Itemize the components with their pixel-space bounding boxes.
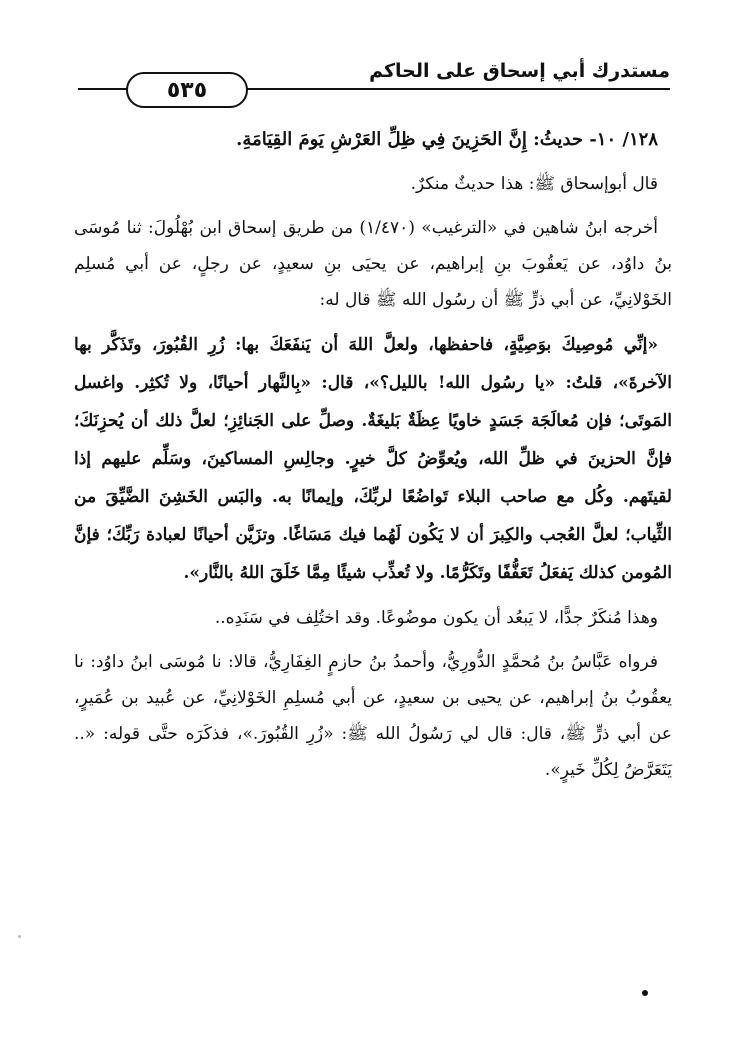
chain-variant-paragraph: فرواه عَبَّاسُ بنُ مُحمَّدٍ الدُّورِيُّ، وأحمدُ بنُ حازمٍ الغِفَارِيُّ، قالا: نا مُوسَى ابنُ داوُد: نا يعقُوبُ بنُ إبراهيم، عن يحيى بن سعيدٍ، عن أبي مُسلِمِ الخَوْلانِيِّ، عن عُبيد بن عُمَيرٍ، عن أبي ذرٍّ ﷺ، قال: قال لي رَسُولُ الله ﷺ: «زُرِ القُبُورَ.»، فذكَرَه حتَّى قوله: «.. يَتَعَرَّضُ لِكُلِّ خَيرٍ». [74, 652, 672, 780]
page-number: ٥٣٥ [166, 77, 208, 103]
page-number-frame [126, 72, 248, 108]
hadith-text: «إنِّي مُوصِيكَ بوَصِيَّةٍ، فاحفظها، ولعلَّ اللهَ أن يَنفَعَكَ بها: زُرِ القُبُورَ، وتَذَكَّر بها الآخرةَ»، قلتُ: «يا رسُول الله! بالليل؟»، قال: «بِالنَّهار أحيانًا، ولا تُكثِر. واغسل المَوتَى؛ فإن مُعالَجَة جَسَدٍ خاويًا عِظَةٌ بَليغَةٌ. وصلِّ على الجَنائِزِ؛ لعلَّ ذلك أن يُحزِنَكَ؛ فإنَّ الحزينَ في ظلِّ الله، ويُعوِّضُ كلَّ خيرٍ. وجالِسِ المساكينَ، وسَلِّم عليهم إذا لقيتَهم. وكُل مع صاحب البلاء تَواضُعًا لربِّكَ، وإيمانًا به. والبَس الخَشِنَ الضَّيِّقَ من الثِّياب؛ لعلَّ العُجب والكِبرَ أن لا يَكُون لَهُما فيك مَسَاغًا. وتزَيَّن أحيانًا لعبادة رَبِّكَ؛ فإنَّ المُومن كذلك يَفعَلُ تَعَفُّفًا وتَكَرُّمًا. ولا تُعذِّب شيئًا مِمَّا خَلَقَ اللهُ بالنَّار». [74, 335, 672, 583]
grading-paragraph: وهذا مُنكَرٌ جدًّا، لا يَبعُد أن يكون موضُوعًا. وقد اختُلِف في سَنَدِه.. [214, 608, 658, 628]
end-bullet [642, 990, 648, 996]
margin-speck [18, 935, 21, 938]
takhrij-paragraph: أخرجه ابنُ شاهين في «الترغيب» (١/٤٧٠) من طريق إسحاق ابن بُهْلُولَ: ثنا مُوسَى بنُ داوُد، عن يَعقُوبَ بنِ إبراهيم، عن يحيَى بنِ سعيدٍ، عن رجلٍ، عن أبي مُسلِم الخَوْلانِيِّ، عن أبي ذرٍّ ﷺ أن رسُول الله ﷺ قال له: [74, 218, 672, 310]
hadith-heading: ١٢٨/ ١٠- حديثُ: إِنَّ الحَزِينَ فِي ظِلِّ العَرْشِ يَومَ القِيَامَةِ. [236, 129, 658, 150]
running-title: مستدرك أبي إسحاق على الحاكم [369, 60, 670, 82]
page-header [78, 58, 670, 110]
author-verdict: قال أبوإسحاق ﷺ: هذا حديثٌ منكرٌ. [410, 174, 658, 194]
page-body [74, 122, 672, 796]
